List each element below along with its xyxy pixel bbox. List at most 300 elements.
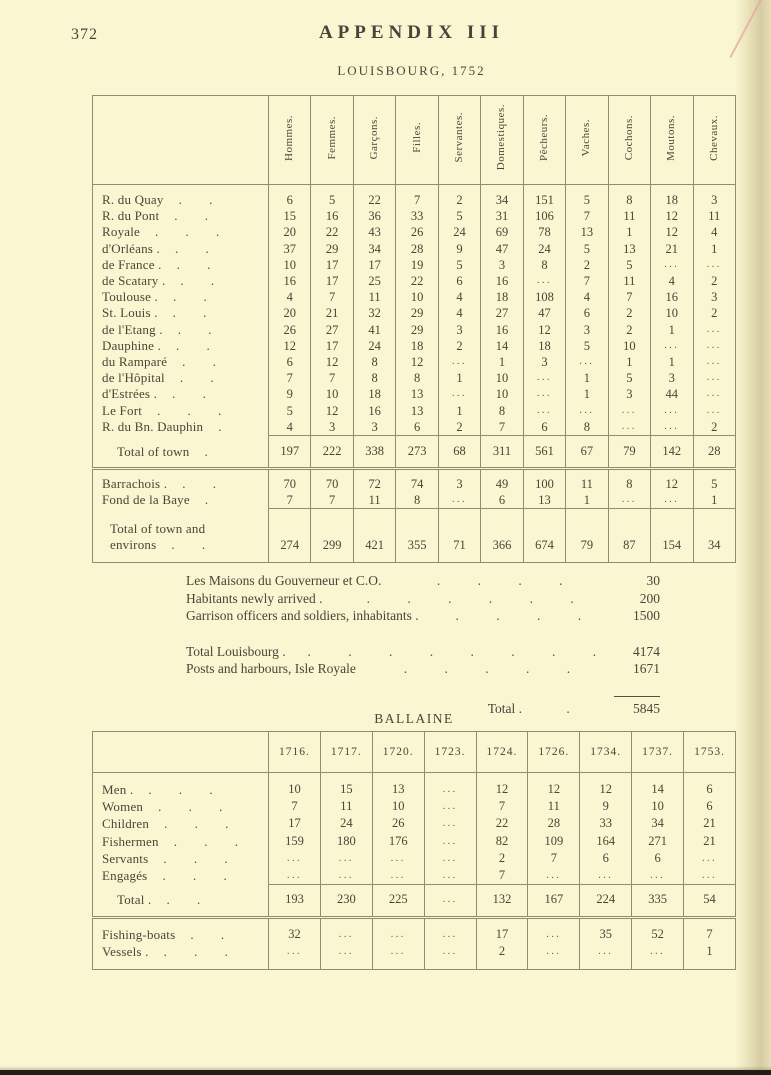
- summary-value: 200: [639, 590, 660, 606]
- value-cell: 154: [651, 508, 693, 563]
- value-cell: 82: [476, 833, 528, 850]
- value-cell: 21: [684, 815, 736, 832]
- value-cell: 299: [311, 508, 353, 563]
- value-cell: ...: [651, 338, 693, 354]
- value-cell: 7: [476, 798, 528, 815]
- value-cell: ...: [424, 943, 476, 970]
- leader-dots: . .: [174, 208, 209, 224]
- value-cell: 222: [311, 436, 353, 469]
- value-cell: 12: [651, 468, 693, 492]
- table-row: [93, 338, 736, 354]
- value-cell: 34: [693, 508, 735, 563]
- value-cell: 4: [693, 224, 735, 240]
- row-label: [93, 370, 269, 386]
- value-cell: 8: [396, 492, 438, 509]
- louisbourg-census-table: [92, 95, 736, 563]
- column-header: [580, 732, 632, 773]
- value-cell: 9: [269, 386, 311, 402]
- table-row: [93, 436, 736, 469]
- value-cell: 22: [353, 185, 395, 209]
- value-cell: 167: [528, 885, 580, 918]
- value-cell: 1: [566, 370, 608, 386]
- value-cell: 2: [693, 305, 735, 321]
- value-cell: 25: [353, 273, 395, 289]
- value-cell: 8: [523, 257, 565, 273]
- value-cell: 7: [608, 289, 650, 305]
- value-cell: 16: [269, 273, 311, 289]
- value-cell: 6: [523, 419, 565, 436]
- value-cell: 13: [396, 403, 438, 419]
- column-header-label: 1737.: [642, 746, 673, 758]
- row-label-text: Toulouse .: [102, 289, 158, 305]
- value-cell: 70: [269, 468, 311, 492]
- value-cell: ...: [523, 273, 565, 289]
- row-label: [93, 386, 269, 402]
- value-cell: 106: [523, 208, 565, 224]
- value-cell: 22: [311, 224, 353, 240]
- value-cell: 159: [269, 833, 321, 850]
- value-cell: 34: [632, 815, 684, 832]
- value-cell: 33: [396, 208, 438, 224]
- value-cell: 3: [693, 289, 735, 305]
- value-cell: 32: [353, 305, 395, 321]
- row-label: [93, 815, 269, 832]
- column-header: [523, 96, 565, 185]
- value-cell: 7: [269, 798, 321, 815]
- column-header-label: Moutons.: [665, 114, 678, 161]
- value-cell: ...: [528, 917, 580, 943]
- leader-dots: . . .: [173, 833, 238, 849]
- row-label-text: Barrachois .: [102, 475, 168, 491]
- value-cell: 6: [269, 185, 311, 209]
- value-cell: ...: [693, 354, 735, 370]
- row-label-text: d'Estrées .: [102, 386, 158, 402]
- value-cell: 11: [528, 798, 580, 815]
- value-cell: ...: [372, 917, 424, 943]
- value-cell: 43: [353, 224, 395, 240]
- value-cell: 49: [481, 468, 523, 492]
- value-cell: 19: [396, 257, 438, 273]
- column-header-label: Servantes.: [453, 112, 466, 163]
- row-group-envtot: [93, 508, 736, 563]
- row-label-text: de Scatary .: [102, 273, 166, 289]
- value-cell: 10: [396, 289, 438, 305]
- leader-dots: . .: [172, 305, 207, 321]
- value-cell: 6: [566, 305, 608, 321]
- leader-dots: . .: [179, 370, 214, 386]
- value-cell: 1: [651, 354, 693, 370]
- column-header: [424, 732, 476, 773]
- value-cell: 69: [481, 224, 523, 240]
- value-cell: 17: [269, 815, 321, 832]
- value-cell: 16: [481, 273, 523, 289]
- value-cell: 7: [481, 419, 523, 436]
- value-cell: 7: [396, 185, 438, 209]
- column-header-label: 1717.: [330, 746, 362, 758]
- row-label-text: Total of town and environs: [110, 521, 206, 553]
- value-cell: 311: [481, 436, 523, 469]
- value-cell: 2: [476, 943, 528, 970]
- summary-line: [186, 607, 660, 625]
- column-header: [396, 96, 438, 185]
- column-header: [632, 732, 684, 773]
- value-cell: 13: [396, 386, 438, 402]
- value-cell: 7: [269, 370, 311, 386]
- column-header: [438, 96, 480, 185]
- value-cell: 12: [523, 322, 565, 338]
- value-cell: ...: [424, 798, 476, 815]
- table-row: [93, 257, 736, 273]
- summary-leader-dots: . . . . .: [403, 661, 571, 676]
- value-cell: 3: [353, 419, 395, 436]
- table-row: [93, 208, 736, 224]
- value-cell: 22: [396, 273, 438, 289]
- value-cell: 28: [693, 436, 735, 469]
- table-row: [93, 885, 736, 918]
- row-label-text: R. du Bn. Dauphin: [102, 419, 204, 435]
- table-head: [93, 96, 736, 185]
- value-cell: 3: [438, 322, 480, 338]
- summary-label: Habitants newly arrived .: [186, 590, 323, 606]
- summary-group: [186, 572, 660, 625]
- value-cell: 79: [608, 436, 650, 469]
- value-cell: 8: [353, 370, 395, 386]
- value-cell: 11: [608, 208, 650, 224]
- value-cell: 11: [320, 798, 372, 815]
- value-cell: 15: [320, 773, 372, 799]
- value-cell: 2: [566, 257, 608, 273]
- column-header-label: 1716.: [279, 746, 310, 758]
- value-cell: 271: [632, 833, 684, 850]
- row-label-text: Royale: [102, 224, 141, 240]
- value-cell: 2: [693, 419, 735, 436]
- value-cell: 18: [353, 386, 395, 402]
- value-cell: 193: [269, 885, 321, 918]
- value-cell: 21: [684, 833, 736, 850]
- row-label-text: Servants: [102, 850, 149, 866]
- value-cell: 10: [269, 773, 321, 799]
- column-header-label: Domestiques.: [495, 104, 508, 171]
- value-cell: 4: [269, 289, 311, 305]
- column-header-label: 1724.: [486, 746, 518, 758]
- value-cell: ...: [424, 850, 476, 867]
- value-cell: 11: [608, 273, 650, 289]
- value-cell: 142: [651, 436, 693, 469]
- value-cell: 225: [372, 885, 424, 918]
- row-group-tot2: [93, 885, 736, 918]
- value-cell: 7: [311, 370, 353, 386]
- column-header-label: 1753.: [694, 746, 725, 758]
- value-cell: 6: [438, 273, 480, 289]
- value-cell: 5: [608, 257, 650, 273]
- value-cell: 108: [523, 289, 565, 305]
- table-row: [93, 943, 736, 970]
- value-cell: 24: [320, 815, 372, 832]
- value-cell: 34: [353, 241, 395, 257]
- value-cell: 18: [481, 289, 523, 305]
- value-cell: 6: [684, 773, 736, 799]
- page-number: 372: [71, 26, 98, 43]
- value-cell: ...: [269, 943, 321, 970]
- value-cell: 9: [438, 241, 480, 257]
- row-label-text: Children: [102, 816, 150, 832]
- value-cell: 12: [396, 354, 438, 370]
- value-cell: ...: [566, 403, 608, 419]
- value-cell: 7: [476, 867, 528, 885]
- value-cell: ...: [438, 386, 480, 402]
- value-cell: 36: [353, 208, 395, 224]
- value-cell: 12: [311, 354, 353, 370]
- value-cell: 10: [372, 798, 424, 815]
- grand-total-label: Total .: [487, 700, 522, 716]
- value-cell: 52: [632, 917, 684, 943]
- value-cell: 12: [528, 773, 580, 799]
- row-label-text: Fishing-boats: [102, 926, 176, 942]
- value-cell: 4: [651, 273, 693, 289]
- value-cell: 31: [481, 208, 523, 224]
- summary-line: [186, 572, 660, 590]
- value-cell: 5: [693, 468, 735, 492]
- value-cell: 8: [481, 403, 523, 419]
- value-cell: 47: [481, 241, 523, 257]
- value-cell: 11: [353, 492, 395, 509]
- leader-dots: .: [204, 443, 208, 459]
- value-cell: 18: [523, 338, 565, 354]
- value-cell: ...: [424, 833, 476, 850]
- summary-line: [186, 590, 660, 608]
- value-cell: 1: [693, 492, 735, 509]
- value-cell: 87: [608, 508, 650, 563]
- value-cell: ...: [438, 492, 480, 509]
- value-cell: 2: [608, 322, 650, 338]
- value-cell: 1: [608, 224, 650, 240]
- value-cell: 70: [311, 468, 353, 492]
- value-cell: ...: [320, 943, 372, 970]
- value-cell: 7: [566, 208, 608, 224]
- row-label-text: Engagés: [102, 868, 148, 884]
- value-cell: ...: [523, 386, 565, 402]
- column-header: [651, 96, 693, 185]
- value-cell: 12: [651, 224, 693, 240]
- value-cell: 8: [608, 185, 650, 209]
- value-cell: 2: [438, 419, 480, 436]
- table-row: [93, 224, 736, 240]
- value-cell: 14: [632, 773, 684, 799]
- value-cell: 16: [651, 289, 693, 305]
- value-cell: 20: [269, 305, 311, 321]
- value-cell: 1: [684, 943, 736, 970]
- leader-dots: . .: [178, 192, 213, 207]
- value-cell: ...: [269, 850, 321, 867]
- row-label-text: Dauphine .: [102, 337, 162, 353]
- row-label: [93, 867, 269, 885]
- row-label: [93, 354, 269, 370]
- value-cell: 26: [396, 224, 438, 240]
- value-cell: ...: [693, 386, 735, 402]
- value-cell: 9: [580, 798, 632, 815]
- row-label: [93, 508, 269, 563]
- summary-line: [186, 660, 660, 678]
- value-cell: ...: [693, 338, 735, 354]
- value-cell: 5: [438, 257, 480, 273]
- column-header: [311, 96, 353, 185]
- value-cell: 21: [651, 241, 693, 257]
- table-head: [93, 732, 736, 773]
- table-row: [93, 370, 736, 386]
- value-cell: ...: [693, 322, 735, 338]
- table-row: [93, 917, 736, 943]
- value-cell: 3: [523, 354, 565, 370]
- row-label-text: Vessels .: [102, 943, 149, 959]
- row-label: [93, 419, 269, 436]
- value-cell: 6: [269, 354, 311, 370]
- value-cell: 3: [608, 386, 650, 402]
- row-label: [93, 885, 269, 918]
- table-row: [93, 419, 736, 436]
- value-cell: 17: [311, 257, 353, 273]
- value-cell: 10: [269, 257, 311, 273]
- row-group-env: [93, 468, 736, 508]
- row-label: [93, 257, 269, 273]
- value-cell: 47: [523, 305, 565, 321]
- row-label: [93, 943, 269, 970]
- value-cell: 71: [438, 508, 480, 563]
- value-cell: 17: [353, 257, 395, 273]
- table-row: [93, 492, 736, 509]
- header-row: [93, 96, 736, 185]
- row-label: [93, 833, 269, 850]
- leader-dots: . .: [190, 926, 225, 942]
- row-label-text: de l'Hôpital: [102, 370, 165, 386]
- column-header-label: Garçons.: [368, 115, 381, 160]
- row-label: [93, 241, 269, 257]
- value-cell: ...: [320, 867, 372, 885]
- value-cell: 26: [372, 815, 424, 832]
- value-cell: 132: [476, 885, 528, 918]
- value-cell: 1: [651, 322, 693, 338]
- column-header: [481, 96, 523, 185]
- summary-label: Les Maisons du Gouverneur et C.O.: [186, 573, 382, 588]
- column-header: [320, 732, 372, 773]
- row-group-boats: [93, 917, 736, 969]
- value-cell: 3: [651, 370, 693, 386]
- value-cell: ...: [269, 867, 321, 885]
- column-header-label: Hommes.: [283, 114, 296, 161]
- value-cell: 27: [311, 322, 353, 338]
- value-cell: 12: [311, 403, 353, 419]
- row-label: [93, 338, 269, 354]
- value-cell: 6: [580, 850, 632, 867]
- value-cell: 79: [566, 508, 608, 563]
- value-cell: 274: [269, 508, 311, 563]
- value-cell: 13: [566, 224, 608, 240]
- value-cell: 421: [353, 508, 395, 563]
- value-cell: 176: [372, 833, 424, 850]
- column-header: [693, 96, 735, 185]
- leader-dots: . .: [182, 354, 216, 370]
- value-cell: 10: [608, 338, 650, 354]
- value-cell: ...: [424, 885, 476, 918]
- value-cell: 674: [523, 508, 565, 563]
- row-label: [93, 224, 269, 240]
- leader-dots: . . .: [163, 850, 228, 866]
- row-label: [93, 468, 269, 492]
- value-cell: 4: [438, 289, 480, 305]
- leader-dots: . . .: [163, 943, 228, 959]
- value-cell: 6: [632, 850, 684, 867]
- row-label: [93, 850, 269, 867]
- grand-total-value: 5845: [614, 696, 660, 717]
- column-header-label: 1720.: [382, 746, 414, 758]
- grand-total-dots: .: [566, 700, 570, 716]
- table1-title: LOUISBOURG, 1752: [337, 63, 486, 78]
- leader-dots: . .: [174, 240, 209, 256]
- leader-dots: . .: [172, 289, 207, 305]
- value-cell: ...: [523, 403, 565, 419]
- row-label-text: R. du Pont: [102, 208, 160, 224]
- summary-value: 1671: [633, 661, 660, 676]
- value-cell: ...: [566, 354, 608, 370]
- value-cell: 338: [353, 436, 395, 469]
- table-row: [93, 354, 736, 370]
- value-cell: 4: [438, 305, 480, 321]
- table-row: [93, 508, 736, 563]
- value-cell: 33: [580, 815, 632, 832]
- row-label: [93, 773, 269, 799]
- table-row: [93, 850, 736, 867]
- row-label-text: Total of town: [117, 443, 190, 459]
- value-cell: ...: [523, 370, 565, 386]
- row-group-tot: [93, 436, 736, 469]
- leader-dots: . . .: [162, 868, 227, 884]
- row-label-text: de l'Etang .: [102, 321, 163, 337]
- value-cell: 8: [353, 354, 395, 370]
- row-label: [93, 289, 269, 305]
- value-cell: 3: [566, 322, 608, 338]
- table-row: [93, 798, 736, 815]
- row-group-streets: [93, 185, 736, 436]
- value-cell: 1: [566, 492, 608, 509]
- value-cell: ...: [528, 943, 580, 970]
- row-label: [93, 798, 269, 815]
- value-cell: ...: [651, 257, 693, 273]
- table-row: [93, 468, 736, 492]
- row-label-text: d'Orléans .: [102, 240, 160, 256]
- row-label-text: du Ramparé: [102, 354, 168, 370]
- value-cell: 7: [566, 273, 608, 289]
- value-cell: ...: [424, 773, 476, 799]
- summary-leader-dots: . . . . . .: [366, 590, 574, 606]
- column-header: [684, 732, 736, 773]
- value-cell: ...: [608, 419, 650, 436]
- value-cell: 355: [396, 508, 438, 563]
- table-row: [93, 833, 736, 850]
- value-cell: 5: [566, 338, 608, 354]
- value-cell: 35: [580, 917, 632, 943]
- leader-dots: . .: [180, 273, 215, 289]
- row-label-text: Fond de la Baye: [102, 492, 190, 507]
- column-header: [476, 732, 528, 773]
- value-cell: 180: [320, 833, 372, 850]
- column-header-label: Pêcheurs.: [537, 114, 550, 161]
- value-cell: ...: [438, 354, 480, 370]
- summary-value: 4174: [633, 643, 660, 659]
- page-title: APPENDIX III: [318, 22, 505, 43]
- leader-dots: . .: [172, 386, 206, 402]
- value-cell: 20: [269, 224, 311, 240]
- header-corner-cell: [93, 96, 269, 185]
- value-cell: 5: [566, 241, 608, 257]
